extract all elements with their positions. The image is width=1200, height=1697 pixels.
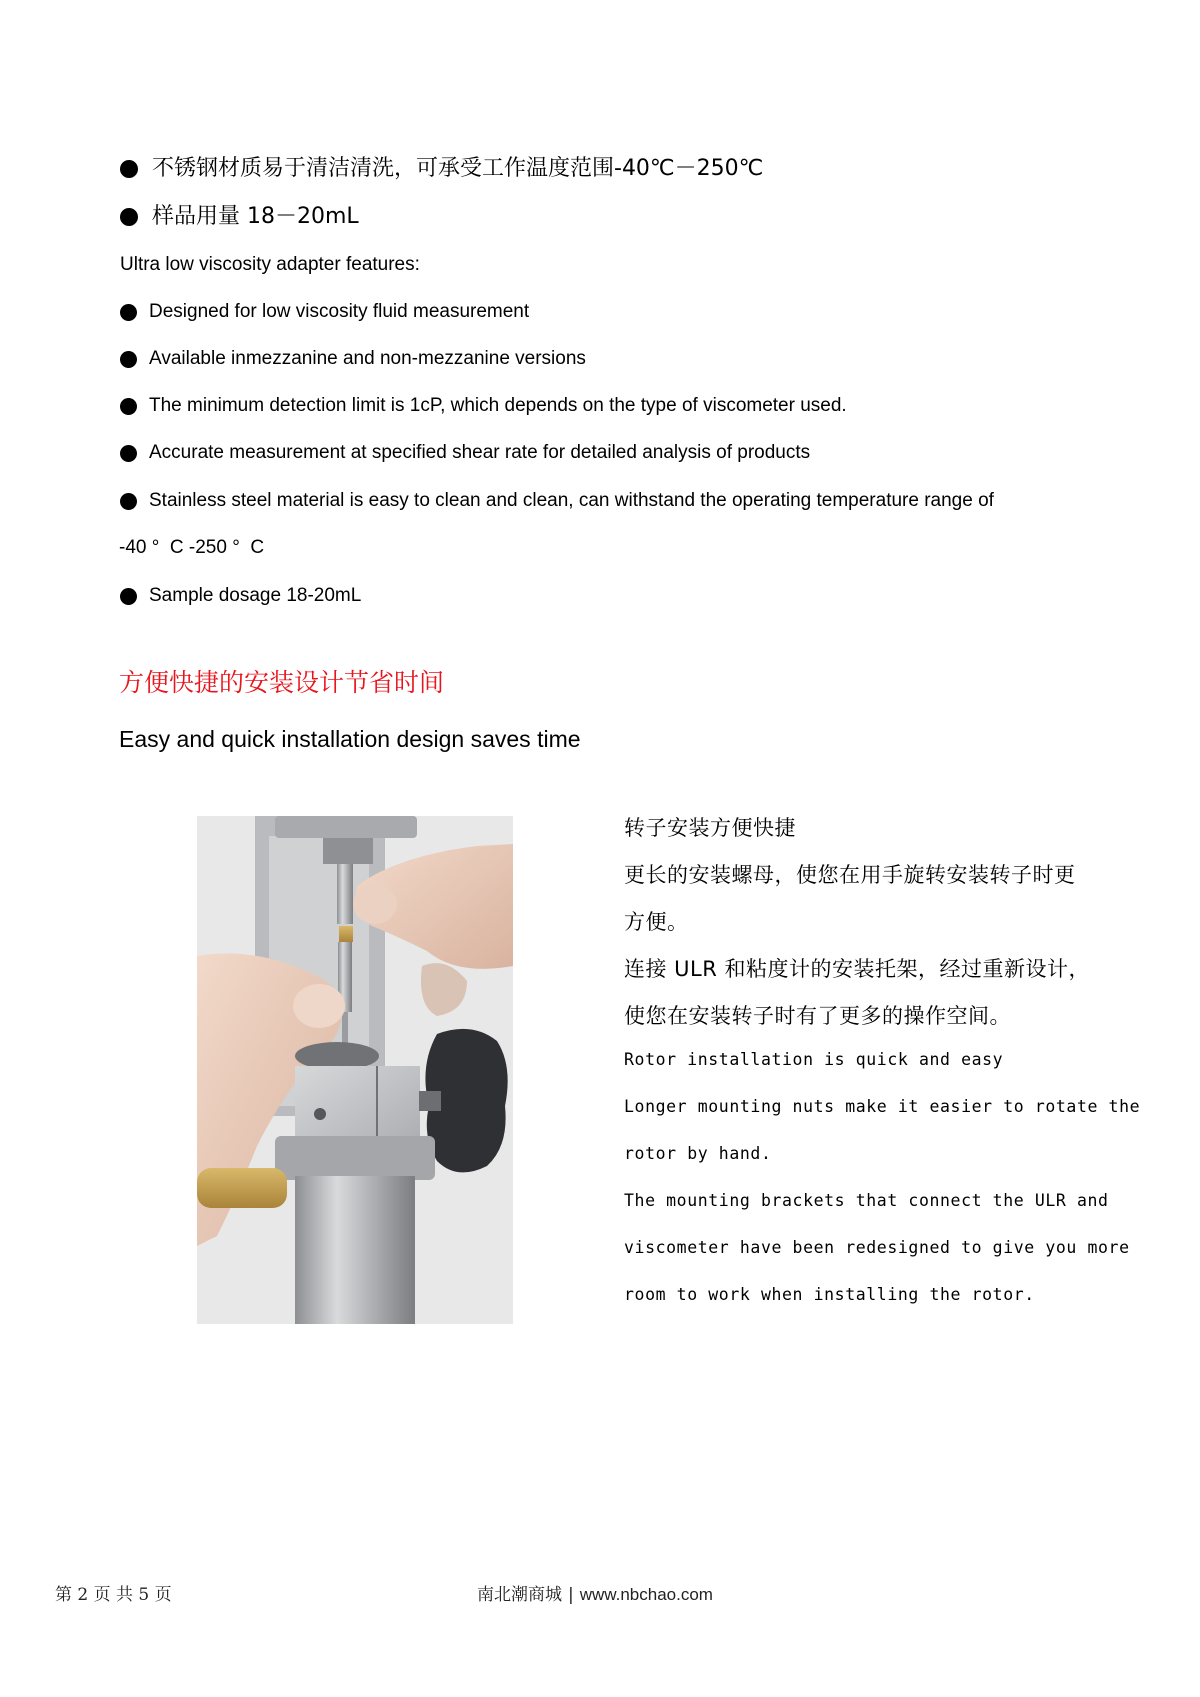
cn-feature-text: 样品用量 18－20mL xyxy=(152,204,359,229)
cn-feature-text: 不锈钢材质易于清洁清洗，可承受工作温度范围-40℃－250℃ xyxy=(152,156,764,181)
bullet-icon xyxy=(120,351,137,368)
en-feature-text: The minimum detection limit is 1cP, which depends on the type of viscometer used. xyxy=(149,395,847,416)
product-photo xyxy=(197,816,513,1324)
en-feature-text: Sample dosage 18-20mL xyxy=(149,585,362,606)
en-feature-text: -40 ° C -250 ° C xyxy=(119,537,265,558)
cn-feature-item xyxy=(120,202,359,232)
en-feature-item xyxy=(120,441,810,465)
bullet-icon xyxy=(120,588,137,605)
en-feature-text: Stainless steel material is easy to clean and clean, can withstand the operating temperature range of xyxy=(149,490,994,511)
bullet-icon xyxy=(120,398,137,415)
cn-line: 连接 ULR 和粘度计的安装托架，经过重新设计， xyxy=(624,957,1091,981)
section-title-en: Easy and quick installation design saves time xyxy=(119,726,581,752)
en-feature-text: Designed for low viscosity fluid measurement xyxy=(149,301,530,322)
site-name: 南北潮商城 xyxy=(477,1585,562,1605)
en-feature-item xyxy=(120,347,586,371)
en-description xyxy=(624,1036,1140,1318)
en-features-heading xyxy=(120,253,420,277)
en-line: The mounting brackets that connect the ULR and xyxy=(624,1191,1109,1210)
en-line: Rotor installation is quick and easy xyxy=(624,1050,1004,1069)
en-line: room to work when installing the rotor. xyxy=(624,1285,1035,1304)
en-line: rotor by hand. xyxy=(624,1144,772,1163)
page-number: 第 2 页 共 5 页 xyxy=(55,1585,172,1605)
section-title-cn: 方便快捷的安装设计节省时间 xyxy=(119,668,445,697)
bullet-icon xyxy=(120,208,138,226)
en-feature-text: Accurate measurement at specified shear rate for detailed analysis of products xyxy=(149,442,811,463)
en-feature-item xyxy=(120,394,847,418)
en-line: Longer mounting nuts make it easier to rotate the xyxy=(624,1097,1141,1116)
heading-text: Ultra low viscosity adapter features: xyxy=(120,254,420,275)
bullet-icon xyxy=(120,445,137,462)
bullet-icon xyxy=(120,493,137,510)
footer-separator: | xyxy=(568,1585,574,1605)
en-line: viscometer have been redesigned to give you more xyxy=(624,1238,1130,1257)
cn-line: 方便。 xyxy=(624,910,689,934)
footer-site xyxy=(477,1584,713,1606)
en-feature-continuation xyxy=(119,536,264,560)
en-feature-item xyxy=(120,300,529,324)
cn-description xyxy=(624,805,1090,1040)
bullet-icon xyxy=(120,304,137,321)
cn-line: 使您在安装转子时有了更多的操作空间。 xyxy=(624,1004,1011,1028)
cn-feature-item xyxy=(120,154,763,184)
en-feature-text: Available inmezzanine and non-mezzanine versions xyxy=(149,348,586,369)
cn-line: 转子安装方便快捷 xyxy=(624,816,796,840)
site-url-link[interactable]: www.nbchao.com xyxy=(579,1585,713,1604)
cn-line: 更长的安装螺母，使您在用手旋转安装转子时更 xyxy=(624,863,1076,887)
en-feature-item xyxy=(120,489,994,513)
en-feature-item xyxy=(120,584,361,608)
bullet-icon xyxy=(120,160,138,178)
rotor-installation-image xyxy=(197,816,513,1324)
